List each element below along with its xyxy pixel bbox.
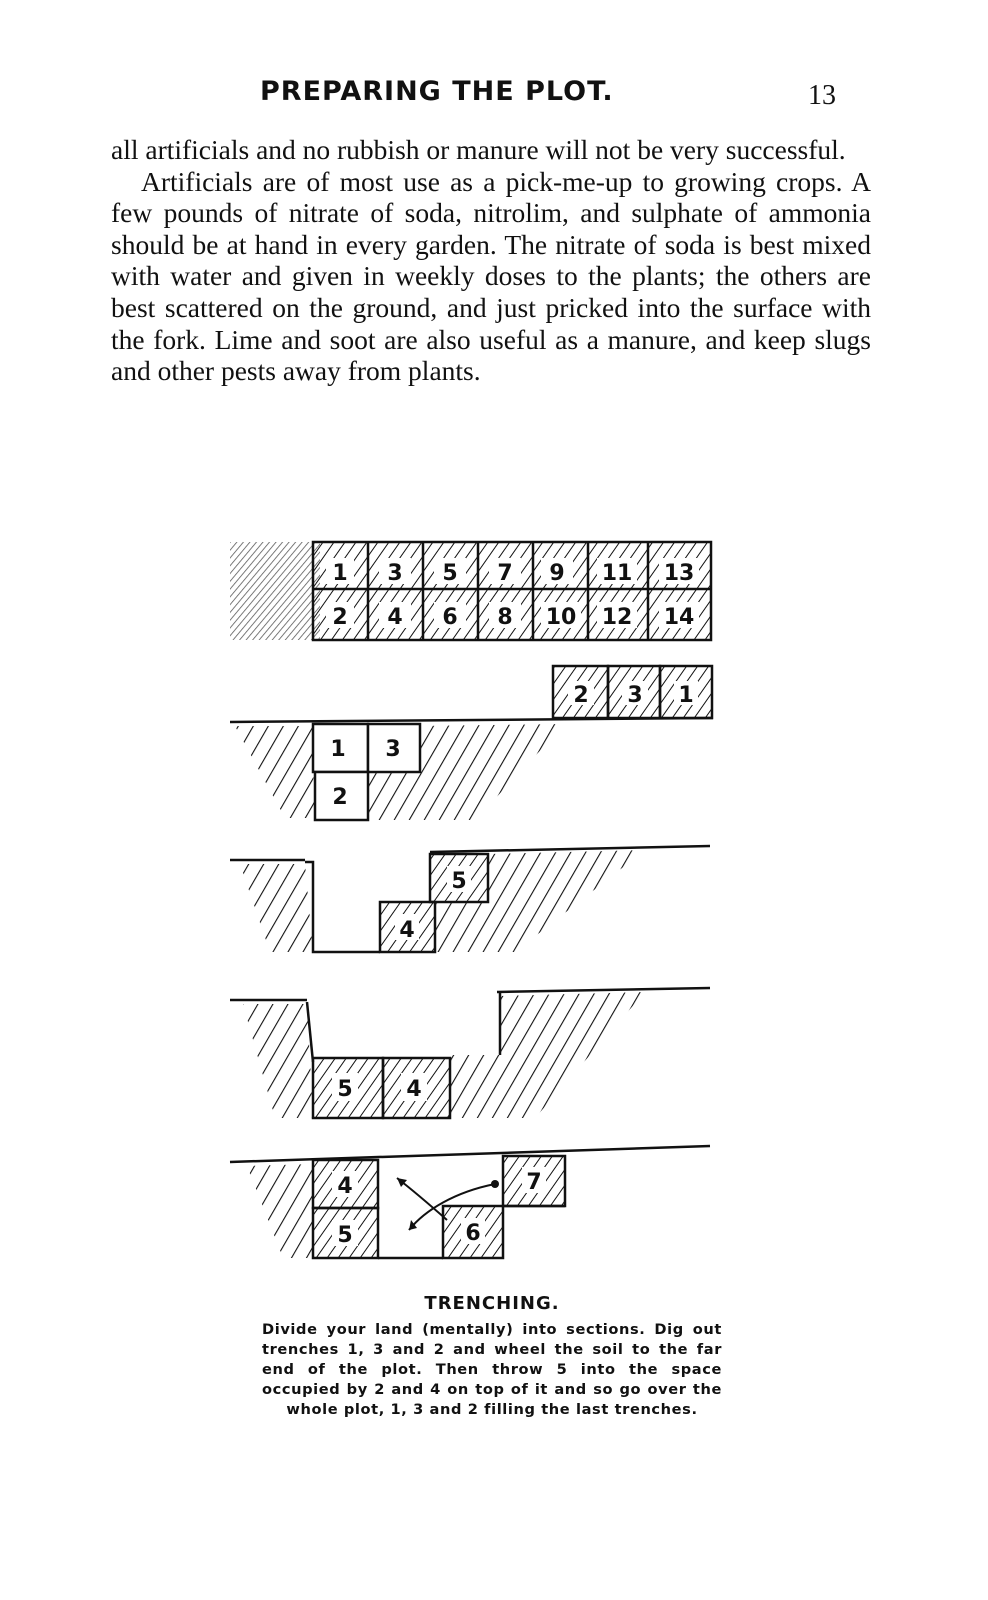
soil-section — [247, 1164, 313, 1258]
paragraph-1: all artificials and no rubbish or manure will not be very successful. — [111, 134, 846, 165]
block-label: 4 — [406, 1077, 422, 1102]
stage-3-throwing-soil — [230, 846, 710, 952]
figure-caption — [262, 1293, 722, 1420]
block-label: 5 — [337, 1077, 353, 1102]
trench-outline — [305, 862, 380, 952]
section-label: 13 — [663, 561, 695, 586]
plot-shading — [230, 542, 320, 640]
trenching-diagram — [225, 540, 745, 1290]
trenching-illustration — [225, 540, 745, 1290]
section-label: 9 — [549, 561, 565, 586]
section-label: 5 — [442, 561, 458, 586]
stage-5-exchange — [230, 1146, 710, 1258]
ground-line — [230, 718, 713, 722]
section-label: 6 — [442, 605, 458, 630]
block-label: 7 — [526, 1170, 542, 1195]
heap-label: 3 — [627, 683, 643, 708]
soil-section — [235, 726, 315, 818]
section-label: 7 — [497, 561, 513, 586]
soil-section — [243, 1004, 313, 1118]
paragraph-2: Artificials are of most use as a pick-me-up to growing crops. A few pounds of nitrate of soda, nitrolim, and sulphate of ammonia should be at hand in every garden. The nitrate of soda is best mixed with water and given in weekly doses to the plants; the others are best scattered on the ground, and just pricked into the surface with the fork. Lime and soot are also useful as a manure, and keep slugs and other pests away from plants. — [111, 165, 871, 387]
block-label: 6 — [465, 1221, 481, 1246]
page-header — [0, 76, 988, 116]
ground-line — [497, 988, 710, 992]
soil-section — [450, 992, 645, 1118]
stage-2-first-trenches — [230, 666, 713, 820]
stage-1-plot-plan — [230, 542, 711, 640]
section-label: 10 — [545, 605, 577, 630]
heap-label: 1 — [678, 683, 694, 708]
section-label: 12 — [601, 605, 633, 630]
arrow-start — [491, 1180, 499, 1188]
stage-4-levelled — [230, 988, 710, 1118]
trench-label: 2 — [332, 785, 348, 810]
trench-label: 1 — [330, 737, 346, 762]
section-label: 1 — [332, 561, 348, 586]
block-label: 5 — [451, 869, 467, 894]
body-text — [111, 134, 871, 387]
section-label: 4 — [387, 605, 403, 630]
ground-line — [230, 1146, 710, 1162]
caption-title: TRENCHING. — [424, 1293, 560, 1314]
caption-text: Divide your land (mentally) into sections. Dig out trenches 1, 3 and 2 and wheel the soil to the far end of the plot. Then throw 5 into the space occupied by 2 and 4 on top of it and so go over the whole plot, 1, 3 and 2 filling the last trenches. — [262, 1321, 722, 1418]
section-label: 8 — [497, 605, 513, 630]
heap-label: 2 — [573, 683, 589, 708]
block-label: 5 — [337, 1223, 353, 1248]
block-label: 4 — [337, 1174, 353, 1199]
section-label: 14 — [663, 605, 695, 630]
running-head: PREPARING THE PLOT. — [260, 76, 614, 107]
arrow-line — [397, 1178, 447, 1220]
ground-line — [430, 846, 710, 852]
section-label: 11 — [601, 561, 633, 586]
trench-label: 3 — [385, 737, 401, 762]
section-label: 2 — [332, 605, 348, 630]
section-label: 3 — [387, 561, 403, 586]
page-number: 13 — [808, 80, 836, 111]
block-label: 4 — [399, 918, 415, 943]
soil-section — [240, 864, 313, 952]
